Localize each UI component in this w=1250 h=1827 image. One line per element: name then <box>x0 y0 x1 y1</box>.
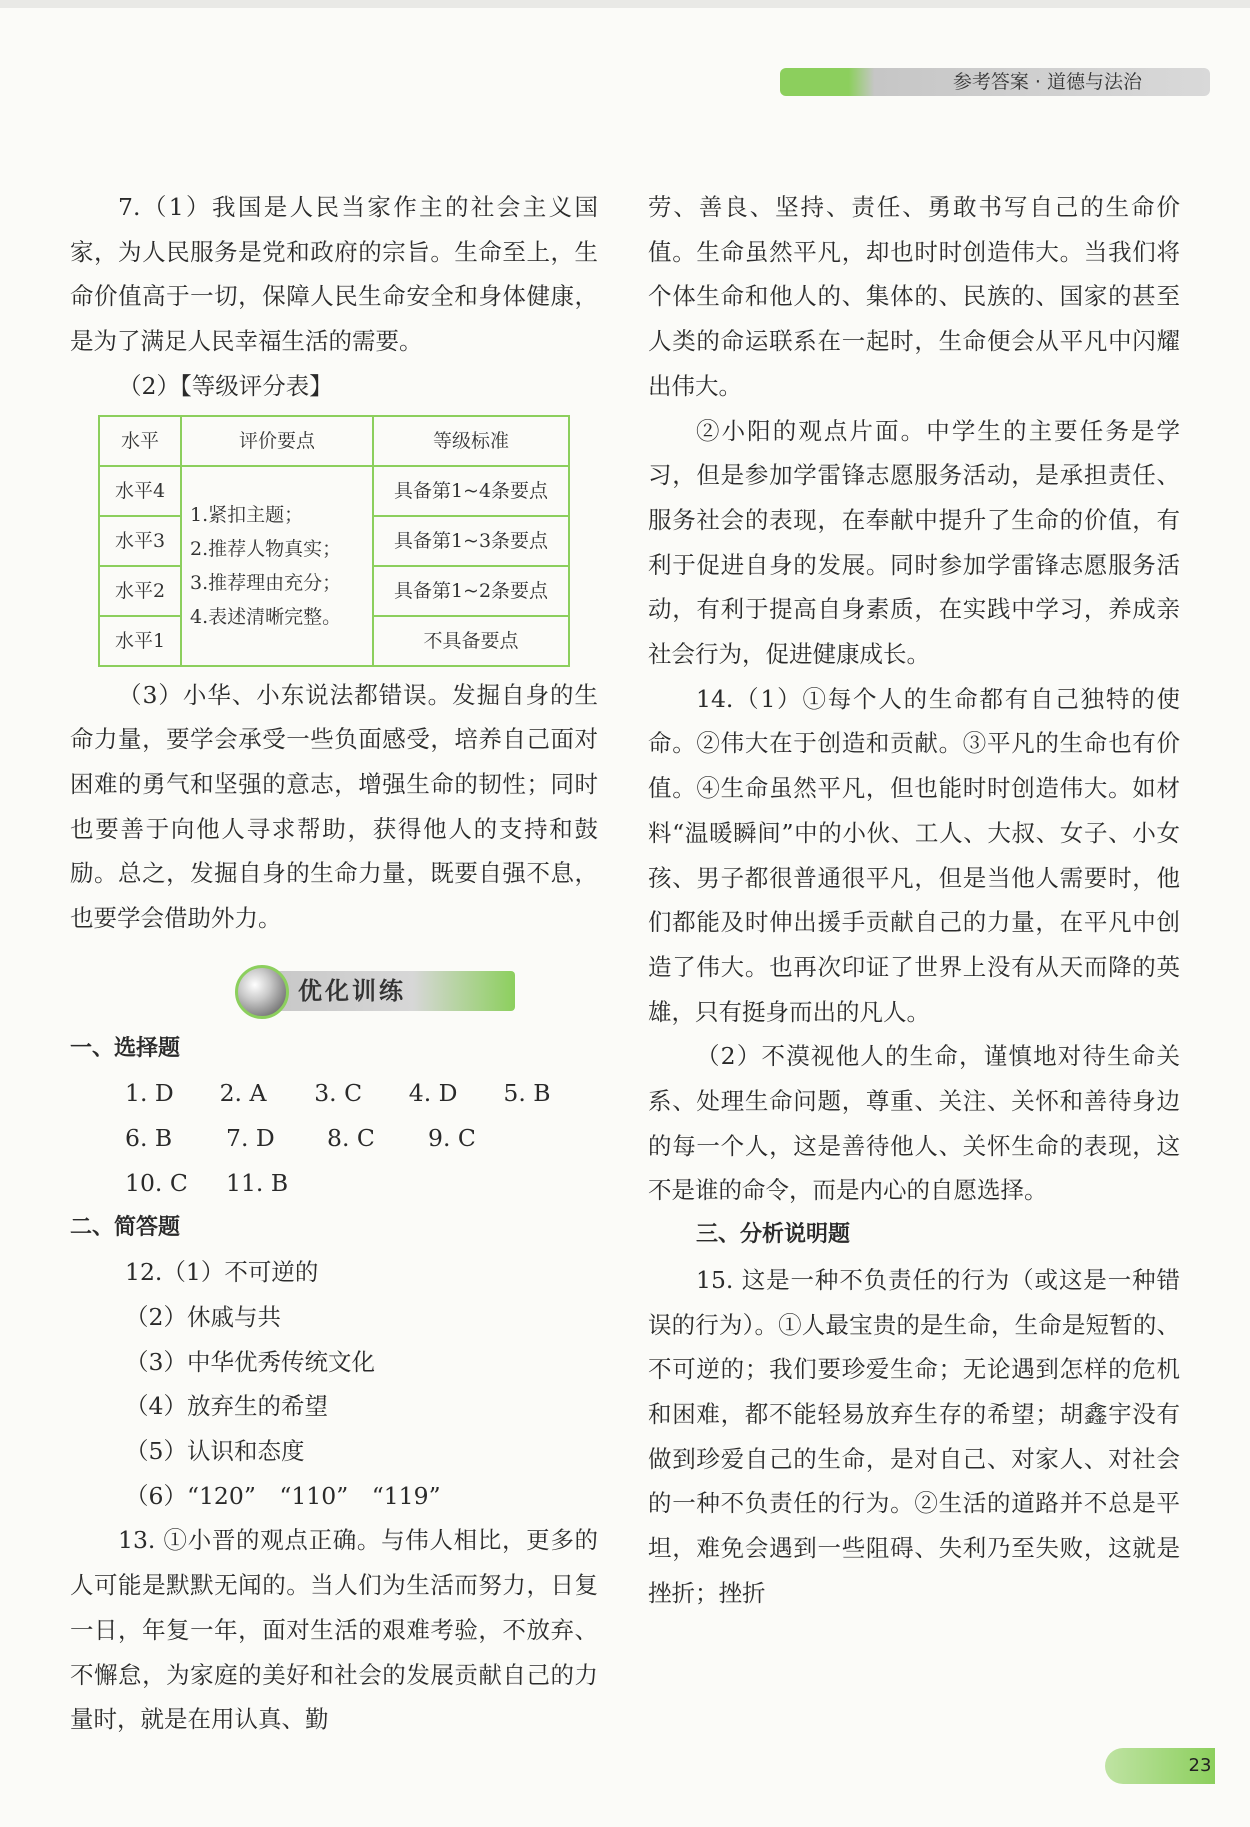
choice-answer: 9. C <box>428 1124 476 1153</box>
grade-table-header: 水平 <box>99 416 181 466</box>
standard-cell: 具备第1~4条要点 <box>373 466 569 516</box>
evaluation-point: 2.推荐人物真实； <box>190 537 342 560</box>
header-title: 参考答案 · 道德与法治 <box>952 71 1142 93</box>
q12-line: （6）“120” “110” “119” <box>125 1481 441 1510</box>
badge-label: 优化训练 <box>298 976 406 1005</box>
choice-answer: 4. D <box>408 1079 458 1108</box>
standard-cell: 不具备要点 <box>373 616 569 666</box>
level-cell: 水平2 <box>99 566 181 616</box>
grade-table-header: 评价要点 <box>181 416 373 466</box>
choice-answer: 7. D <box>226 1124 275 1153</box>
q7-part2-title: （2）【等级评分表】 <box>118 371 333 400</box>
optimization-training-badge <box>70 951 598 1021</box>
choice-answer: 5. B <box>503 1079 551 1108</box>
q13-part2: ②小阳的观点片面。中学生的主要任务是学习，但是参加学雷锋志愿服务活动，是承担责任、服务社会的表现，在奉献中提升了生命的价值，有利于促进自身的发展。同时参加学雷锋志愿服务活动，有利于提高自身素质，在实践中学习，养成亲社会行为，促进健康成长。 <box>648 416 1180 669</box>
choice-answer: 10. C <box>125 1168 188 1197</box>
section-short-answer-title: 二、简答题 <box>70 1214 181 1240</box>
choice-answer: 6. B <box>125 1124 173 1153</box>
choice-answers-row <box>70 1161 598 1206</box>
q12-line: 12.（1）不可逆的 <box>125 1258 319 1287</box>
q13-start: 13. ①小晋的观点正确。与伟人相比，更多的人可能是默默无闻的。当人们为生活而努力，日复一日，年复一年，面对生活的艰难考验，不放弃、不懈怠，为家庭的美好和社会的发展贡献自己的力量时，就是在用认真、勤 <box>70 1526 598 1734</box>
q15: 15. 这是一种不负责任的行为（或这是一种错误的行为）。①人最宝贵的是生命，生命是短暂的、不可逆的；我们要珍爱生命；无论遇到怎样的危机和困难，都不能轻易放弃生存的希望；胡鑫宇没有做到珍爱自己的生命，是对自己、对家人、对社会的一种不负责任的行为。②生活的道路并不总是平坦，难免会遇到一些阻碍、失利乃至失败，这就是挫折；挫折 <box>648 1265 1180 1607</box>
standard-cell: 具备第1~3条要点 <box>373 516 569 566</box>
q12-line: （5）认识和态度 <box>125 1437 305 1466</box>
page-top-edge <box>0 0 1250 8</box>
choice-answer: 3. C <box>314 1079 363 1108</box>
section-analysis-title: 三、分析说明题 <box>696 1222 851 1248</box>
choice-answer: 8. C <box>327 1124 375 1153</box>
standard-cell: 具备第1~2条要点 <box>373 566 569 616</box>
badge-ball-icon <box>235 965 289 1019</box>
evaluation-point: 1.紧扣主题； <box>190 503 304 526</box>
evaluation-point: 4.表述清晰完整。 <box>190 605 342 628</box>
left-column <box>70 185 598 1742</box>
level-cell: 水平4 <box>99 466 181 516</box>
evaluation-points-cell <box>181 466 373 666</box>
q12-line: （4）放弃生的希望 <box>125 1392 328 1421</box>
grade-table-header: 等级标准 <box>373 416 569 466</box>
q12-line: （3）中华优秀传统文化 <box>125 1347 375 1376</box>
choice-answers-row <box>70 1071 598 1116</box>
level-cell: 水平3 <box>99 516 181 566</box>
q14-part2: （2）不漠视他人的生命，谨慎地对待生命关系、处理生命问题，尊重、关注、关怀和善待身边的每一个人，这是善待他人、关怀生命的表现，这不是谁的命令，而是内心的自愿选择。 <box>648 1042 1180 1205</box>
q14-part1: 14.（1）①每个人的生命都有自己独特的使命。②伟大在于创造和贡献。③平凡的生命也有价值。④生命虽然平凡，但也能时时创造伟大。如材料“温暖瞬间”中的小伙、工人、大叔、女子、小女孩、男子都很普通很平凡，但是当他人需要时，他们都能及时伸出援手贡献自己的力量，在平凡中创造了伟大。也再次印证了世界上没有从天而降的英雄，只有挺身而出的凡人。 <box>648 684 1180 1026</box>
level-cell: 水平1 <box>99 616 181 666</box>
grade-table-header-row <box>99 416 569 466</box>
q7-part3: （3）小华、小东说法都错误。发掘自身的生命力量，要学会承受一些负面感受，培养自己面对困难的勇气和坚强的意志，增强生命的韧性；同时也要善于向他人寻求帮助，获得他人的支持和鼓励。总之，发掘自身的生命力量，既要自强不息，也要学会借助外力。 <box>70 680 598 933</box>
choice-answer: 11. B <box>226 1168 289 1197</box>
table-row <box>99 466 569 516</box>
choice-answer: 1. D <box>125 1079 174 1108</box>
section-choice-title: 一、选择题 <box>70 1035 181 1061</box>
page-number: 23 <box>1188 1755 1212 1776</box>
right-column <box>648 185 1180 1616</box>
q13-continuation: 劳、善良、坚持、责任、勇敢书写自己的生命价值。生命虽然平凡，却也时时创造伟大。当我们将个体生命和他人的、集体的、民族的、国家的甚至人类的命运联系在一起时，生命便会从平凡中闪耀出伟大。 <box>648 193 1180 400</box>
q7-part1: 7.（1）我国是人民当家作主的社会主义国家，为人民服务是党和政府的宗旨。生命至上，生命价值高于一切，保障人民生命安全和身体健康，是为了满足人民幸福生活的需要。 <box>70 193 598 356</box>
q12-line: （2）休戚与共 <box>125 1302 281 1331</box>
grade-table <box>98 415 570 667</box>
evaluation-point: 3.推荐理由充分； <box>190 571 342 594</box>
choice-answers-row <box>70 1116 598 1161</box>
choice-answer: 2. A <box>219 1079 267 1108</box>
